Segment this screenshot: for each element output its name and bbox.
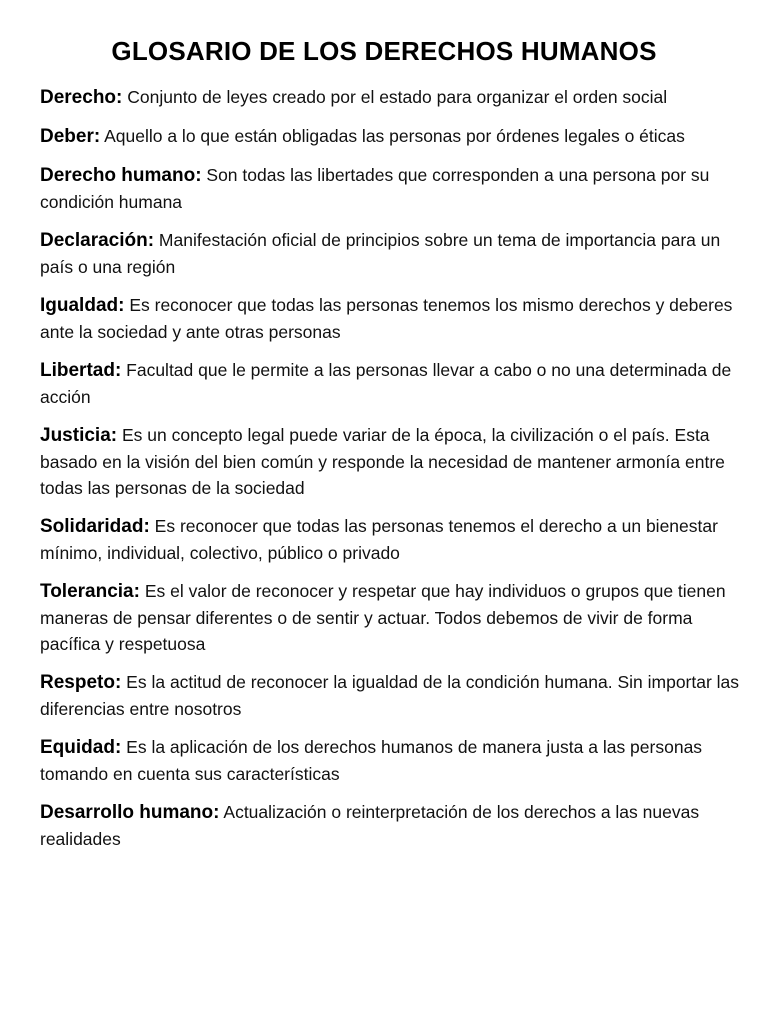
glossary-entry-solidaridad — [40, 513, 740, 566]
glossary-term: Equidad: — [40, 737, 122, 758]
glossary-definition: Es reconocer que todas las personas tenemos el derecho a un bienestar mínimo, individual, colectivo, público o privado — [40, 516, 718, 563]
glossary-term: Declaración: — [40, 230, 155, 251]
glossary-definition: Facultad que le permite a las personas llevar a cabo o no una determinada de acción — [40, 360, 732, 407]
glossary-entry-libertad — [40, 357, 740, 410]
glossary-list — [40, 84, 740, 864]
glossary-term: Respeto: — [40, 672, 122, 693]
glossary-definition: Conjunto de leyes creado por el estado para organizar el orden social — [127, 87, 668, 107]
glossary-definition: Aquello a lo que están obligadas las personas por órdenes legales o éticas — [104, 126, 685, 146]
glossary-term: Justicia: — [40, 425, 118, 446]
glossary-definition: Es la aplicación de los derechos humanos de manera justa a las personas tomando en cuenta sus características — [40, 737, 703, 784]
glossary-term: Solidaridad: — [40, 516, 150, 537]
glossary-term: Libertad: — [40, 360, 122, 381]
page-title: GLOSARIO DE LOS DERECHOS HUMANOS — [111, 36, 657, 66]
glossary-definition: Manifestación oficial de principios sobre un tema de importancia para un país o una región — [40, 230, 721, 277]
glossary-definition: Es la actitud de reconocer la igualdad de la condición humana. Sin importar las diferencias entre nosotros — [40, 672, 740, 719]
glossary-definition: Actualización o reinterpretación de los derechos a las nuevas realidades — [40, 802, 700, 849]
glossary-term: Desarrollo humano: — [40, 802, 220, 823]
glossary-definition: Es reconocer que todas las personas tenemos los mismo derechos y deberes ante la sociedad y ante otras personas — [40, 295, 733, 342]
glossary-entry-equidad — [40, 734, 740, 787]
glossary-entry-derecho-humano — [40, 162, 740, 215]
glossary-entry-justicia — [40, 422, 740, 501]
glossary-entry-declaracion — [40, 227, 740, 280]
glossary-term: Deber: — [40, 126, 101, 147]
glossary-entry-derecho — [40, 84, 740, 111]
glossary-entry-desarrollo-humano — [40, 799, 740, 852]
glossary-definition: Es un concepto legal puede variar de la época, la civilización o el país. Esta basado en la visión del bien común y responde la necesidad de mantener armonía entre todas las personas de la sociedad — [40, 425, 725, 498]
glossary-term: Igualdad: — [40, 295, 125, 316]
glossary-definition: Son todas las libertades que corresponden a una persona por su condición humana — [40, 165, 710, 212]
glossary-term: Derecho humano: — [40, 165, 202, 186]
glossary-term: Tolerancia: — [40, 581, 140, 602]
glossary-entry-respeto — [40, 669, 740, 722]
glossary-entry-deber — [40, 123, 740, 150]
glossary-term: Derecho: — [40, 87, 123, 108]
glossary-entry-igualdad — [40, 292, 740, 345]
glossary-definition: Es el valor de reconocer y respetar que hay individuos o grupos que tienen maneras de pensar diferentes o de sentir y actuar. Todos debemos de vivir de forma pacífica y respetuosa — [40, 581, 726, 654]
glossary-entry-tolerancia — [40, 578, 740, 657]
